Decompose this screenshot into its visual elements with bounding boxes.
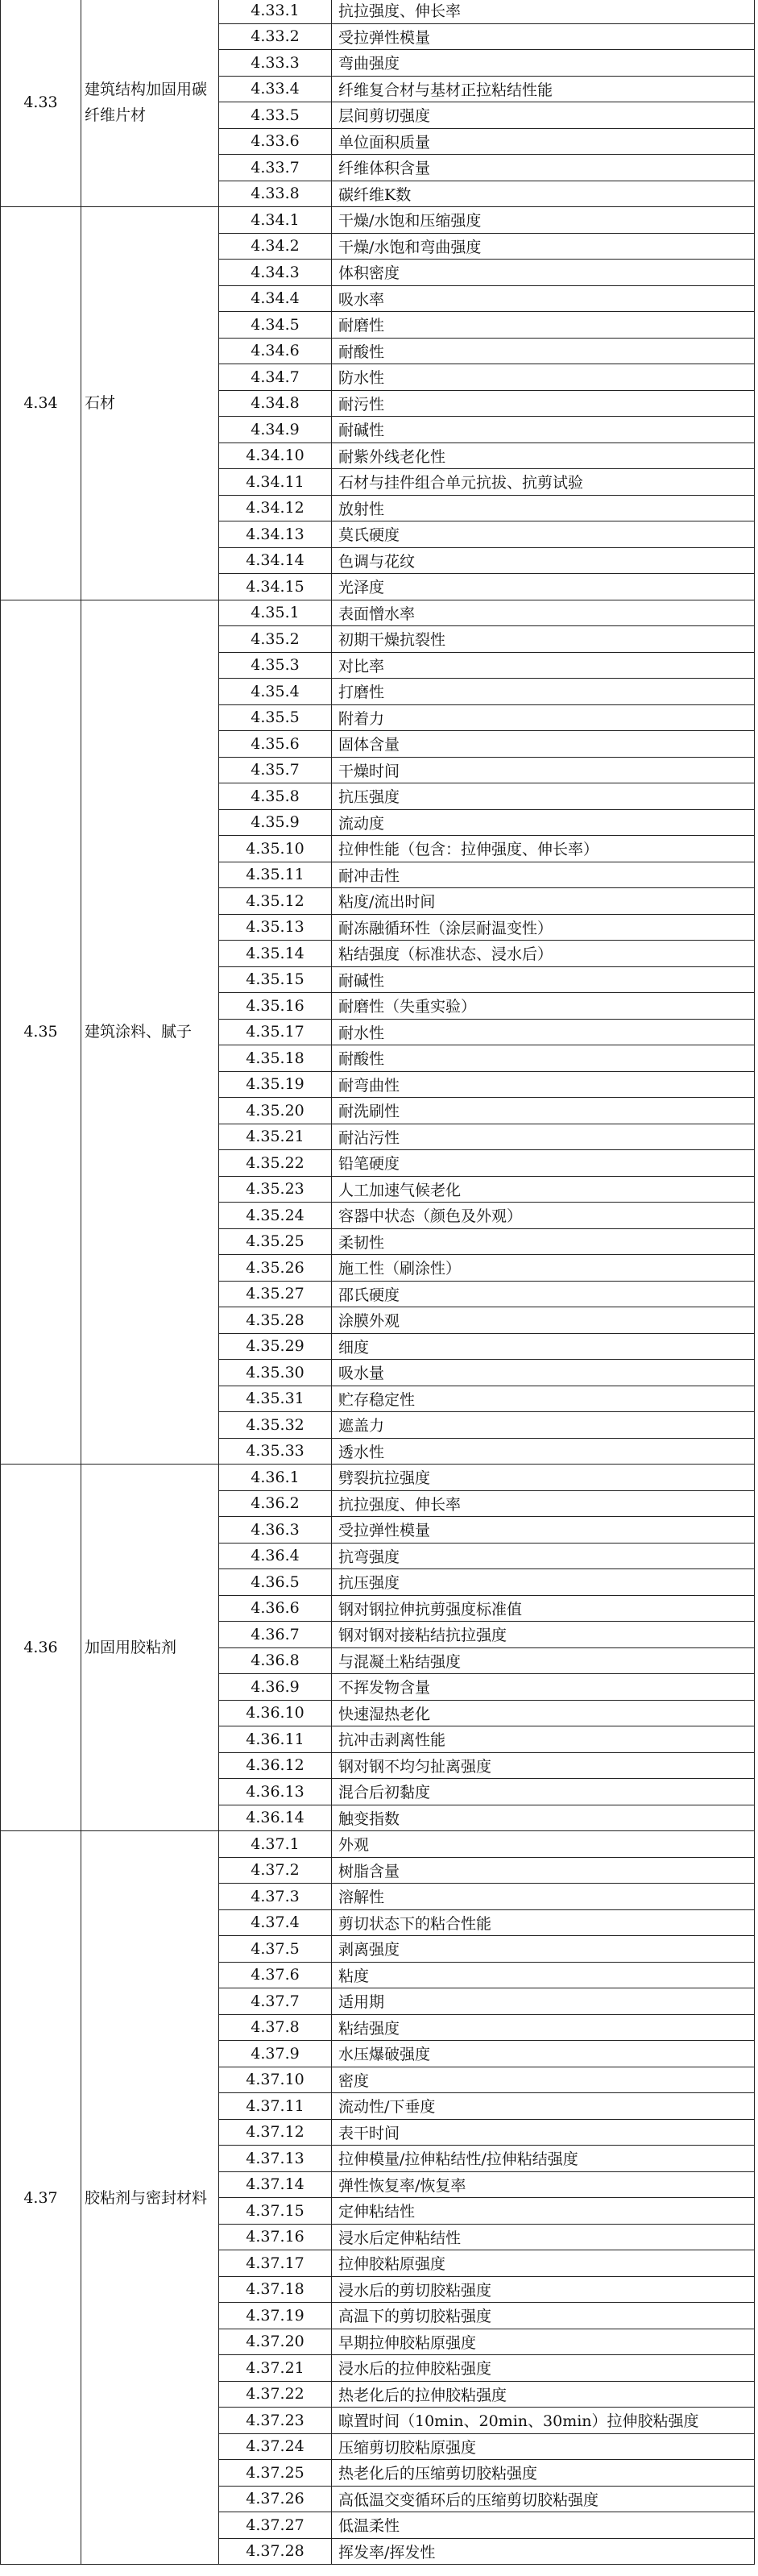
item-name: 干燥/水饱和弯曲强度 [332,233,755,260]
item-name: 抗压强度 [332,783,755,810]
item-number: 4.35.13 [219,914,332,941]
item-number: 4.34.4 [219,285,332,312]
item-number: 4.37.9 [219,2041,332,2067]
item-number: 4.37.27 [219,2512,332,2539]
item-name: 抗拉强度、伸长率 [332,1490,755,1517]
category-number: 4.35 [1,600,81,1465]
item-name: 浸水后的拉伸胶粘强度 [332,2355,755,2382]
table-row [1,1831,755,1858]
item-number: 4.36.8 [219,1647,332,1674]
item-number: 4.35.19 [219,1071,332,1098]
item-name: 挥发率/挥发性 [332,2538,755,2565]
item-name: 纤维体积含量 [332,155,755,181]
item-name: 体积密度 [332,260,755,286]
item-name: 表面憎水率 [332,600,755,626]
item-name: 耐酸性 [332,338,755,364]
item-number: 4.36.13 [219,1779,332,1805]
item-name: 粘结强度（标准状态、浸水后） [332,941,755,967]
item-name: 纤维复合材与基材正拉粘结性能 [332,76,755,102]
table-row [1,0,755,23]
item-number: 4.35.32 [219,1412,332,1439]
item-number: 4.36.5 [219,1569,332,1596]
item-name: 细度 [332,1333,755,1360]
item-number: 4.37.14 [219,2171,332,2198]
item-name: 耐洗刷性 [332,1098,755,1124]
item-number: 4.35.2 [219,626,332,653]
item-name: 遮盖力 [332,1412,755,1439]
item-number: 4.34.6 [219,338,332,364]
category-name: 石材 [81,207,219,600]
item-name: 溶解性 [332,1884,755,1910]
item-number: 4.35.27 [219,1281,332,1307]
category-number: 4.37 [1,1831,81,2565]
item-number: 4.37.28 [219,2538,332,2565]
item-number: 4.36.1 [219,1465,332,1491]
item-name: 抗压强度 [332,1569,755,1596]
item-number: 4.35.7 [219,757,332,783]
item-name: 耐水性 [332,1019,755,1045]
item-name: 表干时间 [332,2119,755,2146]
item-number: 4.35.1 [219,600,332,626]
item-name: 耐碱性 [332,966,755,993]
category-name: 建筑结构加固用碳纤维片材 [81,0,219,207]
item-number: 4.34.13 [219,521,332,548]
item-number: 4.37.12 [219,2119,332,2146]
item-number: 4.37.21 [219,2355,332,2382]
item-number: 4.36.2 [219,1490,332,1517]
item-number: 4.37.23 [219,2408,332,2434]
item-name: 施工性（刷涂性） [332,1255,755,1282]
item-name: 耐紫外线老化性 [332,442,755,469]
item-number: 4.35.11 [219,862,332,888]
item-name: 劈裂抗拉强度 [332,1465,755,1491]
item-name: 色调与花纹 [332,547,755,574]
item-name: 耐磨性（失重实验） [332,993,755,1020]
item-name: 吸水率 [332,285,755,312]
item-name: 对比率 [332,652,755,679]
item-number: 4.37.1 [219,1831,332,1858]
item-name: 放射性 [332,495,755,521]
item-name: 剥离强度 [332,1936,755,1963]
item-name: 高温下的剪切胶粘强度 [332,2303,755,2329]
item-name: 快速湿热老化 [332,1700,755,1726]
item-name: 层间剪切强度 [332,102,755,129]
item-name: 触变指数 [332,1805,755,1831]
item-name: 防水性 [332,364,755,391]
item-name: 钢对钢不均匀扯离强度 [332,1752,755,1779]
category-number: 4.33 [1,0,81,207]
item-name: 抗拉强度、伸长率 [332,0,755,23]
item-number: 4.36.14 [219,1805,332,1831]
item-number: 4.37.13 [219,2146,332,2172]
item-number: 4.34.14 [219,547,332,574]
item-number: 4.35.14 [219,941,332,967]
item-number: 4.34.7 [219,364,332,391]
item-number: 4.35.15 [219,966,332,993]
item-number: 4.35.30 [219,1360,332,1386]
item-number: 4.35.28 [219,1307,332,1334]
item-number: 4.37.24 [219,2433,332,2460]
item-name: 定伸粘结性 [332,2198,755,2225]
item-number: 4.33.8 [219,181,332,207]
item-number: 4.33.4 [219,76,332,102]
item-name: 拉伸模量/拉伸粘结性/拉伸粘结强度 [332,2146,755,2172]
item-number: 4.35.23 [219,1176,332,1203]
item-number: 4.34.10 [219,442,332,469]
item-number: 4.35.4 [219,679,332,705]
item-name: 浸水后定伸粘结性 [332,2224,755,2250]
item-name: 容器中状态（颜色及外观） [332,1203,755,1229]
item-number: 4.34.15 [219,574,332,600]
item-number: 4.36.6 [219,1595,332,1622]
item-name: 压缩剪切胶粘原强度 [332,2433,755,2460]
item-number: 4.37.8 [219,2014,332,2041]
item-number: 4.35.26 [219,1255,332,1282]
item-number: 4.36.7 [219,1622,332,1648]
item-number: 4.37.3 [219,1884,332,1910]
item-name: 抗弯强度 [332,1543,755,1569]
item-number: 4.37.5 [219,1936,332,1963]
item-number: 4.37.25 [219,2460,332,2487]
item-number: 4.35.20 [219,1098,332,1124]
item-name: 干燥时间 [332,757,755,783]
item-number: 4.37.17 [219,2250,332,2277]
item-number: 4.37.16 [219,2224,332,2250]
item-name: 外观 [332,1831,755,1858]
item-number: 4.34.1 [219,207,332,234]
item-number: 4.35.22 [219,1150,332,1177]
item-name: 早期拉伸胶粘原强度 [332,2329,755,2355]
item-number: 4.35.10 [219,836,332,862]
item-number: 4.36.9 [219,1674,332,1701]
item-number: 4.33.1 [219,0,332,23]
item-number: 4.37.11 [219,2093,332,2120]
item-number: 4.35.18 [219,1045,332,1072]
item-number: 4.34.5 [219,312,332,339]
item-number: 4.35.33 [219,1438,332,1465]
item-name: 弹性恢复率/恢复率 [332,2171,755,2198]
item-name: 密度 [332,2067,755,2093]
item-name: 适用期 [332,1988,755,2015]
item-number: 4.37.18 [219,2276,332,2303]
category-number: 4.36 [1,1465,81,1831]
item-name: 初期干燥抗裂性 [332,626,755,653]
item-number: 4.37.20 [219,2329,332,2355]
item-number: 4.37.6 [219,1962,332,1988]
item-number: 4.33.5 [219,102,332,129]
item-number: 4.35.6 [219,731,332,758]
item-name: 拉伸胶粘原强度 [332,2250,755,2277]
item-name: 耐冻融循环性（涂层耐温变性） [332,914,755,941]
item-number: 4.33.3 [219,50,332,77]
item-name: 混合后初黏度 [332,1779,755,1805]
item-number: 4.34.8 [219,390,332,417]
item-name: 固体含量 [332,731,755,758]
item-number: 4.35.29 [219,1333,332,1360]
item-number: 4.35.31 [219,1386,332,1412]
category-name: 建筑涂料、腻子 [81,600,219,1465]
item-name: 流动性/下垂度 [332,2093,755,2120]
item-name: 粘结强度 [332,2014,755,2041]
table-row [1,600,755,626]
item-name: 受拉弹性模量 [332,23,755,50]
item-name: 钢对钢对接粘结抗拉强度 [332,1622,755,1648]
item-number: 4.34.9 [219,417,332,443]
item-name: 贮存稳定性 [332,1386,755,1412]
item-name: 高低温交变循环后的压缩剪切胶粘强度 [332,2486,755,2512]
item-name: 附着力 [332,704,755,731]
item-number: 4.35.8 [219,783,332,810]
item-number: 4.37.15 [219,2198,332,2225]
item-name: 耐弯曲性 [332,1071,755,1098]
item-number: 4.37.22 [219,2381,332,2408]
item-name: 与混凝土粘结强度 [332,1647,755,1674]
item-number: 4.36.10 [219,1700,332,1726]
item-name: 石材与挂件组合单元抗拔、抗剪试验 [332,469,755,496]
item-name: 打磨性 [332,679,755,705]
item-name: 吸水量 [332,1360,755,1386]
item-name: 光泽度 [332,574,755,600]
item-name: 耐碱性 [332,417,755,443]
item-name: 碳纤维K数 [332,181,755,207]
item-number: 4.34.12 [219,495,332,521]
item-name: 莫氏硬度 [332,521,755,548]
item-name: 人工加速气候老化 [332,1176,755,1203]
item-name: 钢对钢拉伸抗剪强度标准值 [332,1595,755,1622]
item-number: 4.35.17 [219,1019,332,1045]
item-name: 涂膜外观 [332,1307,755,1334]
item-number: 4.34.3 [219,260,332,286]
item-name: 热老化后的压缩剪切胶粘强度 [332,2460,755,2487]
item-number: 4.34.11 [219,469,332,496]
item-name: 耐冲击性 [332,862,755,888]
item-name: 耐沾污性 [332,1124,755,1150]
item-name: 热老化后的拉伸胶粘强度 [332,2381,755,2408]
item-number: 4.35.5 [219,704,332,731]
item-number: 4.35.25 [219,1228,332,1255]
item-name: 低温柔性 [332,2512,755,2539]
test-items-table-body [1,0,755,2565]
item-name: 树脂含量 [332,1857,755,1884]
item-number: 4.37.10 [219,2067,332,2093]
item-number: 4.36.12 [219,1752,332,1779]
item-number: 4.37.26 [219,2486,332,2512]
item-name: 单位面积质量 [332,128,755,155]
item-name: 柔韧性 [332,1228,755,1255]
item-number: 4.35.3 [219,652,332,679]
item-number: 4.37.7 [219,1988,332,2015]
item-number: 4.36.11 [219,1726,332,1753]
category-name: 胶粘剂与密封材料 [81,1831,219,2565]
item-name: 剪切状态下的粘合性能 [332,1909,755,1936]
item-number: 4.36.4 [219,1543,332,1569]
item-number: 4.35.12 [219,888,332,915]
item-number: 4.33.7 [219,155,332,181]
item-name: 晾置时间（10min、20min、30min）拉伸胶粘强度 [332,2408,755,2434]
item-number: 4.33.2 [219,23,332,50]
item-number: 4.36.3 [219,1517,332,1544]
item-name: 弯曲强度 [332,50,755,77]
item-number: 4.37.4 [219,1909,332,1936]
table-row [1,207,755,234]
table-row [1,1465,755,1491]
category-number: 4.34 [1,207,81,600]
item-number: 4.37.19 [219,2303,332,2329]
item-name: 抗冲击剥离性能 [332,1726,755,1753]
item-name: 耐酸性 [332,1045,755,1072]
item-name: 不挥发物含量 [332,1674,755,1701]
item-name: 干燥/水饱和压缩强度 [332,207,755,234]
item-number: 4.35.24 [219,1203,332,1229]
item-number: 4.35.21 [219,1124,332,1150]
category-name: 加固用胶粘剂 [81,1465,219,1831]
item-number: 4.35.9 [219,809,332,836]
item-name: 耐磨性 [332,312,755,339]
item-name: 粘度/流出时间 [332,888,755,915]
item-name: 流动度 [332,809,755,836]
item-number: 4.33.6 [219,128,332,155]
item-name: 透水性 [332,1438,755,1465]
item-number: 4.35.16 [219,993,332,1020]
item-number: 4.34.2 [219,233,332,260]
item-name: 浸水后的剪切胶粘强度 [332,2276,755,2303]
item-name: 铅笔硬度 [332,1150,755,1177]
item-name: 邵氏硬度 [332,1281,755,1307]
item-name: 拉伸性能（包含：拉伸强度、伸长率） [332,836,755,862]
item-name: 耐污性 [332,390,755,417]
item-name: 受拉弹性模量 [332,1517,755,1544]
item-name: 粘度 [332,1962,755,1988]
item-number: 4.37.2 [219,1857,332,1884]
item-name: 水压爆破强度 [332,2041,755,2067]
